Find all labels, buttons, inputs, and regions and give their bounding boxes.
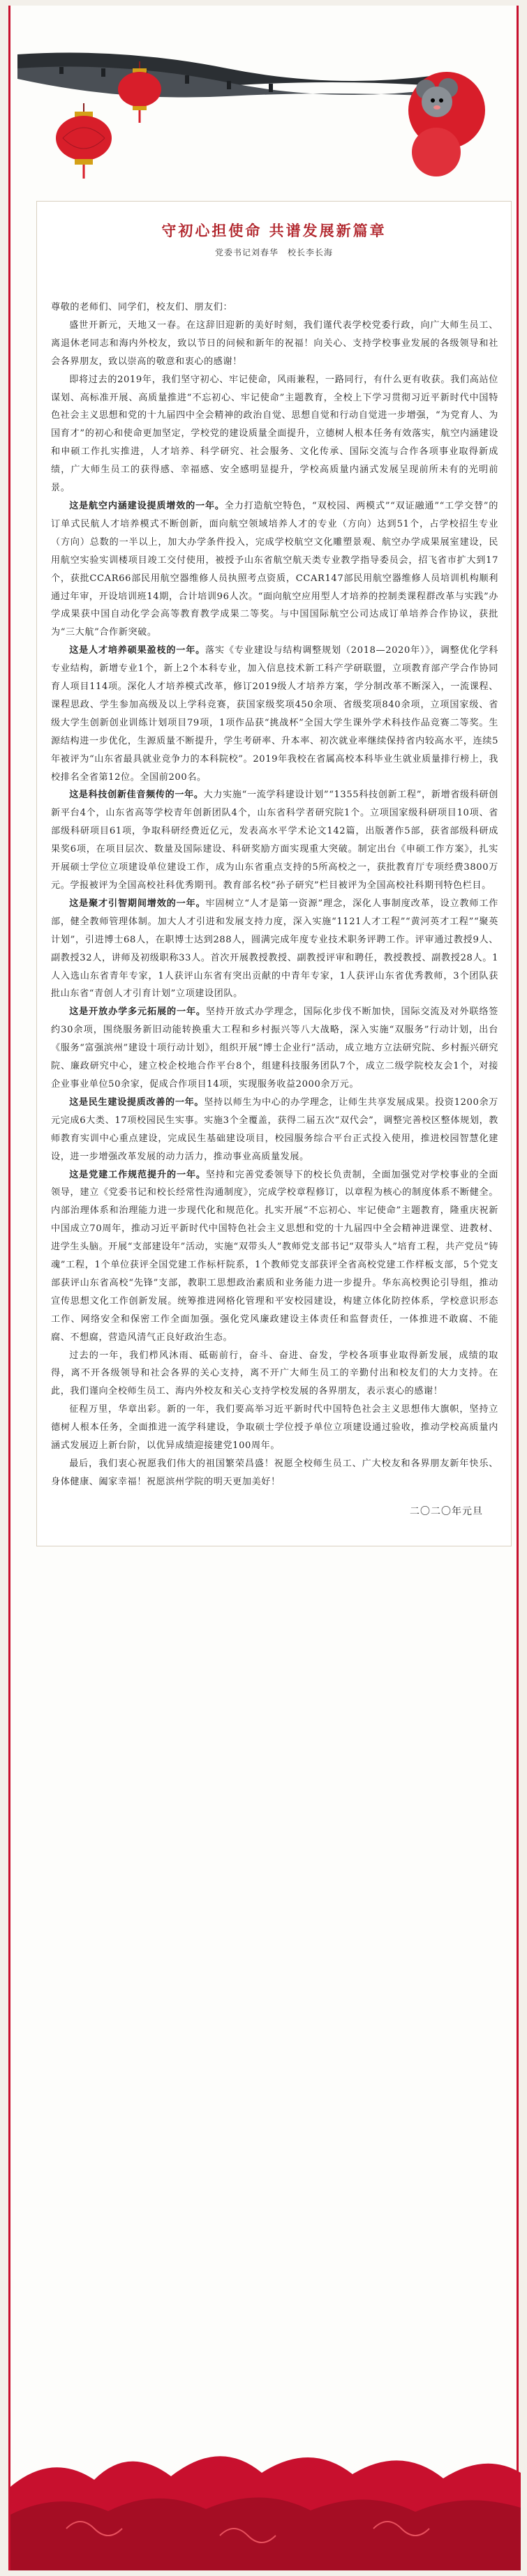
paragraph [51,317,498,371]
roof-eaves-icon [17,47,436,103]
paragraph-lead: 这是党建工作规范提升的一年。 [69,1169,206,1180]
paragraph [51,1003,498,1094]
paragraph-text: 全力打造航空特色，“双校园、两模式”“双证融通”“工学交替”的订单式民航人才培养模式不断创新，面向航空领域培养人才的专业（方向）达到51个，占学校招生专业（方向）总数的一半以上，加大办学条件投入，完成学校航空文化雕塑景观、航空办学成果展室建设，民用航空实验实训楼项目竣工交付使用，被授予山东省航空航天类专业教学指导委员会，招飞省市扩大到17个，获批CCAR66部民用航空器维修人员执照考点资质，CCAR147部民用航空器维修人员培训机构顺利通过年审，开设培训班14期，合计培训96人次。“面向航空应用型人才培养的控制类课程群改革与实践”办学成果获中国自动化学会高等教育教学成果二等奖。与中国国际航空公司达成订单培养合作协议，获批为“三大航”合作新突破。 [51,500,498,638]
paragraph [51,1455,498,1491]
paragraph [51,786,498,894]
page-title: 守初心担使命 共谱发展新篇章 [161,222,387,239]
salutation: 尊敬的老师们、同学们，校友们、朋友们： [51,302,233,312]
paragraph-text: 落实《专业建设与结构调整规划（2018—2020年）》，调整优化学科专业结构，新增专业1个，新上2个本科专业，加入信息技术新工科产学研联盟，立项教育部产学合作协同育人项目114项。深化人才培养模式改革，修订2019级人才培养方案，学分制改革不断深入，一流课程、课程思政、学生参加高级及以上学科竞赛，获国家级奖项450余项、省级奖项840余项，立项国家级、省级大学生创新创业训练计划项目79项，1项作品获“挑战杯”全国大学生课外学术科技作品竞赛二等奖。生源结构进一步优化，生源质量不断提升，学生考研率、升本率、初次就业率继续保持省内较高水平，连续5年被评为“山东省最具就业竞争力的本科院校”。2019年我校在省属高校本科毕业生就业质量排行榜上，我校排名全省第12位。全国前200名。 [51,645,498,783]
paragraph-text: 盛世开新元，天地又一春。在这辞旧迎新的美好时刻，我们谨代表学校党委行政，向广大师生员工、离退休老同志和海内外校友，致以节日的问候和新年的祝福！向关心、支持学校事业发展的各级领导和社会各界朋友，致以崇高的敬意和衷心的感谢！ [51,319,498,367]
paragraph-text: 坚持和完善党委领导下的校长负责制，全面加强党对学校事业的全面领导，建立《党委书记和校长经常性沟通制度》，完成学校章程修订，以章程为核心的制度体系不断健全。内部治理体系和治理能力进一步现代化和规范化。扎实开展“不忘初心、牢记使命”主题教育，隆重庆祝新中国成立70周年，推动习近平新时代中国特色社会主义思想和党的十九届四中全会精神进课堂、进教材、进学生头脑。开展“支部建设年”活动，实施“双带头人”教师党支部书记“双带头人”培育工程，共产党员“铸魂”工程，1个单位获评全国党建工作标杆院系，1个教师党支部获评全省高校党建工作样板支部，5个党支部获评山东省高校“先锋”支部，教职工思想政治素质和业务能力进一步提升。华东高校舆论引导组，推动宣传思想文化工作创新发展。统筹推进网格化管理和平安校园建设，构建立体化防控体系，学校意识形态工作、网络安全和保密工作全面加强。强化党风廉政建设主体责任和监督责任，一体推进不敢腐、不能腐、不想腐，营造风清气正良好政治生态。 [51,1169,498,1343]
rat-mascot-icon [405,68,489,187]
paragraph [51,371,498,497]
paragraph [51,1094,498,1166]
lantern-icon [52,103,115,180]
paragraph-lead: 这是人才培养硕果盈枝的一年。 [69,645,206,656]
paragraph [51,497,498,642]
page-frame [8,6,519,2570]
paragraph-lead: 这是科技创新佳音频传的一年。 [69,790,204,801]
lantern-icon [115,61,164,124]
paragraph-text: 牢固树立“人才是第一资源”理念，深化人事制度改革，设立教师工作部，健全教师管理体制。加大人才引进和发展支持力度，深入实施“1121人才工程”“黄河英才工程”“聚英计划”，引进博士68人，在职博士达到288人，圆满完成年度专业技术职务评聘工作。评审通过教授9人、副教授32人，讲师及初级职称33人。首次开展教授教授、副教授评审和聘任，教授教授、副教授28人。1人入选山东省青年专家，1人获评山东省有突出贡献的中青年专家，1人获评山东省优秀教师，3个团队获批山东省“青创人才引育计划”立项建设团队。 [51,898,498,1000]
paragraph-text: 坚持开放式办学理念，国际化步伐不断加快，国际交流及对外联络签约30余项，围绕服务新旧动能转换重大工程和乡村振兴等八大战略，深入实施“双服务”行动计划，出台《服务“富强滨州”建设十项行动计划》，组织开展“博士企业行”活动，成立地方立法研究院、乡村振兴研究院、廉政研究中心，建立校企校地合作平台8个，组建科技服务团队7个，成立二级学院校友会1个，对接企业事业单位50余家，促成合作项目14项，实现服务收益2000余万元。 [51,1007,498,1090]
signers-line: 党委书记刘春华 校长李长海 [214,248,333,257]
paragraph-lead: 这是开放办学多元拓展的一年。 [69,1007,206,1018]
paragraph-text: 过去的一年，我们栉风沐雨、砥砺前行，奋斗、奋进、奋发，学校各项事业取得新发展，成绩的取得，离不开各级领导和社会各界的关心支持，离不开广大师生员工的辛勤付出和校友们的大力支持。在此，我们谨向全校师生员工、海内外校友和关心支持学校发展的各界朋友，表示衷心的感谢！ [51,1350,498,1397]
paragraph-text: 即将过去的2019年，我们坚守初心、牢记使命，风雨兼程，一路同行，有什么更有收获。我们高站位谋划、高标准开展、高质量推进“不忘初心、牢记使命”主题教育，全校上下学习贯彻习近平新时代中国特色社会主义思想和党的十九届四中全会精神的政治自觉、思想自觉和行动自觉进一步增强，“为党育人、为国育才”的初心和使命更加坚定，学校党的建设质量全面提升，立德树人根本任务有效落实，航空内涵建设和申硕工作扎实推进，人才培养、科学研究、社会服务、文化传承、国际交流与合作各项事业取得新成绩，广大师生员工的获得感、幸福感、安全感明显提升，学校高质量内涵式发展呈现前所未有的光明前景。 [51,374,498,494]
letter-card [36,201,512,1546]
paragraph-text: 坚持以师生为中心的办学理念，让师生共享发展成果。投资1200余万元完成6大类、17项校园民生实事。实施3个全覆盖，获得二届五次“双代会”，调整完善校区整体规划，教师教育实训中心重点建设，完成民生基础建设项目，校园服务综合平台正式投入使用，推进校园智慧化建设，进一步增强改革发展的动力活力，推动事业高质量发展。 [51,1097,498,1162]
paragraph-text: 最后，我们衷心祝愿我们伟大的祖国繁荣昌盛！祝愿全校师生员工、广大校友和各界朋友新年快乐、身体健康、阖家幸福！祝愿滨州学院的明天更加美好！ [51,1459,498,1487]
paragraph-lead: 这是聚才引智期间增效的一年。 [69,898,206,909]
paragraph [51,1401,498,1455]
paragraph [51,642,498,786]
paragraph [51,1347,498,1401]
paragraph-lead: 这是航空内涵建设提质增效的一年。 [69,500,225,511]
cloud-pattern-icon [10,2424,521,2570]
paragraph-text: 大力实施“一流学科建设计划”“1355科技创新工程”，新增省级科研创新平台4个，山东省高等学校青年创新团队4个，山东省科学者研究院1个。立项国家级科研项目10项、省部级科研项目61项，争取科研经费近亿元，发表高水平学术论文142篇，出版著作5部，获省部级科研成果奖6项，在项目层次、数量及国际建设、科研奖励方面实现重大突破。制定出台《申硕工作方案》，扎实开展硕士学位立项建设单位建设工作，成为山东省重点支持的5所高校之一，获批教育厅专项经费3800万元。学报被评为全国高校社科优秀期刊。教育部名校“孙子研究”栏目被评为全国高校社科期刊特色栏目。 [51,790,498,891]
paragraph-text: 征程万里，华章出彩。新的一年，我们要高举习近平新时代中国特色社会主义思想伟大旗帜，坚持立德树人根本任务，全面推进一流学科建设，争取硕士学位授予单位立项建设通过验收，推动学校高质量内涵式发展迈上新台阶，以优异成绩迎接建党100周年。 [51,1404,498,1452]
paragraph [51,895,498,1003]
closing-date: 二〇二〇年元旦 [410,1505,483,1517]
paragraph [51,1166,498,1347]
letter-body [37,299,511,1491]
paragraph-lead: 这是民生建设提质改善的一年。 [69,1097,205,1108]
